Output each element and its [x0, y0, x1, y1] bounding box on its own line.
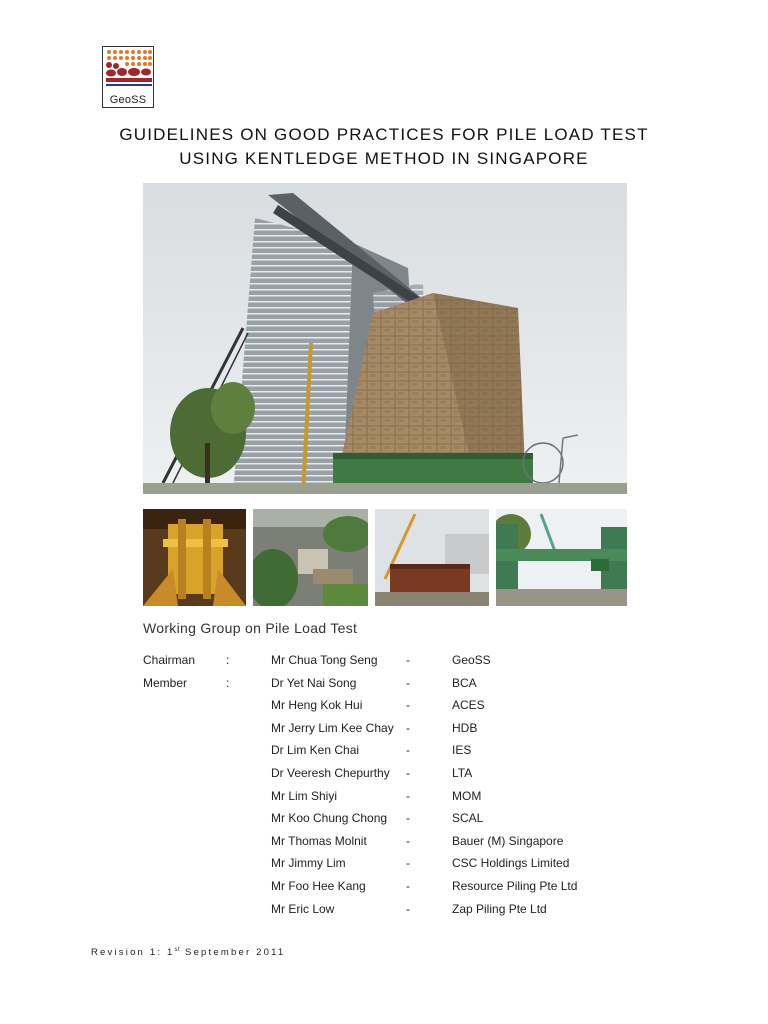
member-row: [0, 721, 768, 741]
member-row: [0, 811, 768, 831]
member-organisation: Resource Piling Pte Ltd: [452, 879, 578, 893]
member-dash: -: [406, 743, 410, 758]
member-dash: -: [406, 856, 410, 871]
member-organisation: MOM: [452, 788, 482, 803]
member-name: Mr Chua Tong Seng: [271, 653, 378, 667]
member-dash: -: [406, 675, 410, 690]
member-dash: -: [406, 788, 410, 803]
member-name: Mr Foo Hee Kang: [271, 879, 366, 893]
member-role: Chairman: [143, 653, 196, 667]
member-organisation: CSC Holdings Limited: [452, 856, 570, 871]
member-organisation: IES: [452, 743, 472, 758]
member-dash: -: [406, 720, 410, 735]
member-organisation: Bauer (M) Singapore: [452, 833, 564, 848]
member-organisation: BCA: [452, 675, 477, 690]
geoss-logo: [102, 46, 154, 108]
member-name: Mr Jerry Lim Kee Chay: [271, 720, 394, 735]
logo-text: GeoSS: [109, 94, 147, 106]
member-row: [0, 902, 768, 922]
member-name: Dr Veeresh Chepurthy: [271, 766, 390, 780]
member-name: Dr Lim Ken Chai: [271, 743, 360, 758]
thumbnail-photo-2: [253, 509, 368, 606]
member-row: [0, 653, 768, 673]
revision-footer: [91, 947, 285, 958]
thumbnail-photo-4: [496, 509, 627, 606]
member-dash: -: [406, 901, 410, 916]
member-name: Dr Yet Nai Song: [271, 675, 357, 690]
member-row: [0, 743, 768, 763]
hero-photo: [143, 183, 627, 494]
member-organisation: LTA: [452, 766, 473, 780]
document-title-line-1: GUIDELINES ON GOOD PRACTICES FOR PILE LOAD TEST: [119, 125, 649, 144]
member-name: Mr Heng Kok Hui: [271, 698, 363, 713]
member-row: [0, 698, 768, 718]
role-colon: :: [226, 675, 230, 690]
revision-date: September 2011: [180, 947, 286, 959]
member-organisation: HDB: [452, 720, 478, 735]
revision-superscript: st: [174, 947, 181, 953]
member-organisation: Zap Piling Pte Ltd: [452, 901, 547, 916]
member-row: [0, 879, 768, 899]
member-row: [0, 766, 768, 786]
member-row: [0, 789, 768, 809]
member-organisation: GeoSS: [452, 653, 491, 667]
member-row: [0, 676, 768, 696]
role-colon: :: [226, 653, 230, 667]
member-name: Mr Lim Shiyi: [271, 788, 338, 803]
member-name: Mr Jimmy Lim: [271, 856, 346, 871]
thumbnail-photo-3: [375, 509, 489, 606]
member-dash: -: [406, 653, 410, 667]
member-dash: -: [406, 766, 410, 780]
document-title-line-2: USING KENTLEDGE METHOD IN SINGAPORE: [179, 149, 589, 168]
member-role: Member: [143, 675, 188, 690]
member-name: Mr Koo Chung Chong: [271, 811, 388, 826]
member-name: Mr Eric Low: [271, 901, 335, 916]
member-dash: -: [406, 833, 410, 848]
member-name: Mr Thomas Molnit: [271, 833, 367, 848]
thumbnail-photo-1: [143, 509, 246, 606]
logo-mark-icon: [103, 47, 155, 95]
member-organisation: ACES: [452, 698, 485, 713]
member-row: [0, 856, 768, 876]
member-organisation: SCAL: [452, 811, 484, 826]
member-row: [0, 834, 768, 854]
member-dash: -: [406, 811, 410, 826]
revision-prefix: Revision 1: 1: [91, 947, 175, 959]
member-dash: -: [406, 698, 410, 713]
working-group-title: Working Group on Pile Load Test: [143, 620, 358, 636]
member-dash: -: [406, 879, 410, 893]
